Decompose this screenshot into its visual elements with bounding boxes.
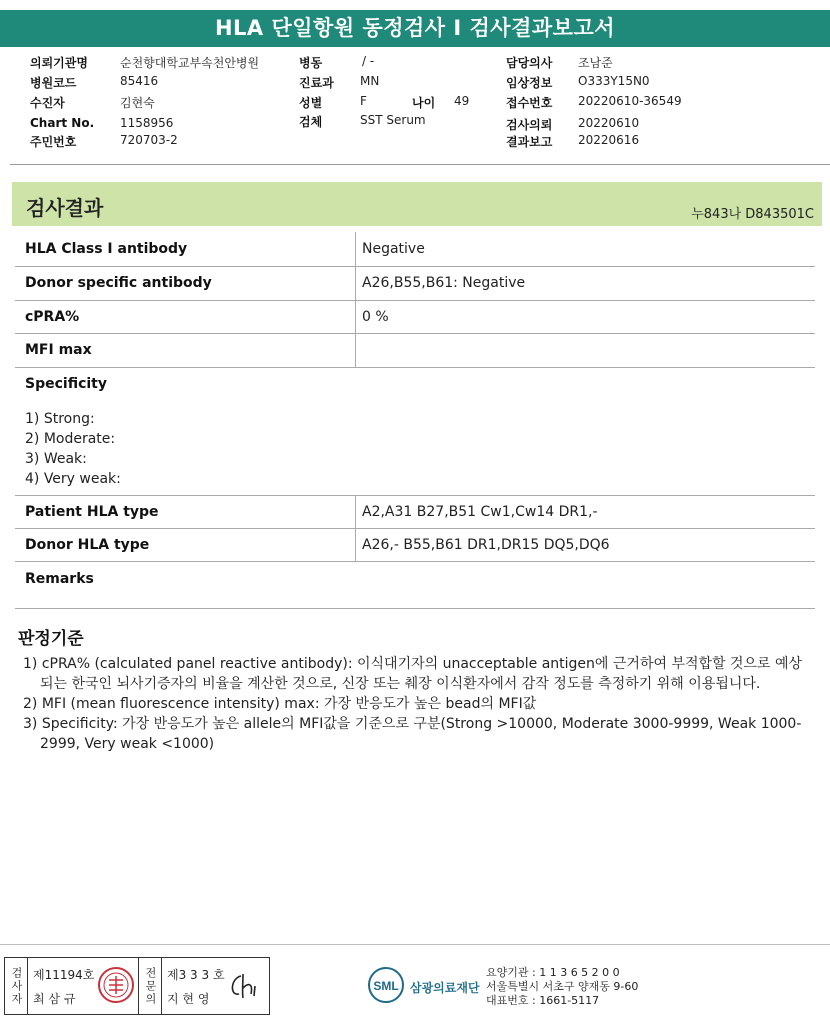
row-key: cPRA% xyxy=(25,309,80,325)
specificity-label: Specificity xyxy=(25,376,107,392)
table-row xyxy=(15,301,815,334)
specificity-row xyxy=(15,368,815,496)
divider xyxy=(10,164,830,165)
specialist-label-text: 전문의 xyxy=(144,966,157,1006)
specialist-name: 지 현 영 xyxy=(167,992,210,1006)
list-item: 1) cPRA% (calculated panel reactive antibody): 이식대기자의 unacceptable antigen에 근거하여 부적합할 것으로 예상되는 한국인 뇌사기증자의 비율을 계산한 것으로, 신장 또는 췌장 이식환자에서 감작 정도를 측정하기 위해 이용됩니다. xyxy=(23,656,803,692)
patient-hla-label: Patient HLA type xyxy=(25,504,159,520)
row-value: 0 % xyxy=(362,309,389,325)
sex-label: 성별 xyxy=(299,96,323,110)
receipt-label: 접수번호 xyxy=(506,96,553,110)
table-row xyxy=(15,334,815,368)
report-date-label: 결과보고 xyxy=(506,135,553,149)
list-item: 3) Weak: xyxy=(25,451,87,467)
row-key: Donor specific antibody xyxy=(25,275,212,291)
report-date-value: 20220616 xyxy=(578,133,640,147)
cell-divider xyxy=(355,496,356,528)
specificity-list xyxy=(25,409,121,489)
phone: 대표번호 : 1661-5117 xyxy=(486,994,600,1007)
institution-label: 의뢰기관명 xyxy=(30,56,88,70)
sml-logo-icon xyxy=(366,965,406,1005)
institution-number: 요양기관 : 1 1 3 6 5 2 0 0 xyxy=(486,966,620,979)
row-value: Negative xyxy=(362,241,425,257)
dept-label: 진료과 xyxy=(299,76,334,90)
specialist-label xyxy=(138,958,162,1014)
cell-divider xyxy=(355,267,356,300)
cell-divider xyxy=(355,529,356,561)
donor-hla-label: Donor HLA type xyxy=(25,537,150,553)
inspector-no: 제11194호 xyxy=(33,968,95,982)
institution-value: 순천향대학교부속천안병원 xyxy=(120,56,260,70)
list-item: 2) Moderate: xyxy=(25,431,116,447)
chart-value: 1158956 xyxy=(120,116,174,130)
org-name: 삼광의료재단 xyxy=(410,981,480,995)
ward-value: / - xyxy=(362,54,375,68)
age-label: 나이 xyxy=(412,96,436,110)
signature-icon xyxy=(227,970,265,1002)
sex-value: F xyxy=(360,94,367,108)
specimen-value: SST Serum xyxy=(360,113,426,127)
remarks-row xyxy=(15,562,815,609)
receipt-value: 20220610-36549 xyxy=(578,94,682,108)
result-code: 누843나 D843501C xyxy=(691,207,814,222)
list-item: 2) MFI (mean fluorescence intensity) max: 가장 반응도가 높은 bead의 MFI값 xyxy=(23,696,537,712)
list-item: 1) Strong: xyxy=(25,411,95,427)
footer-divider xyxy=(0,944,830,945)
clinical-label: 임상정보 xyxy=(506,76,553,90)
table-row xyxy=(15,529,815,562)
patient-label: 수진자 xyxy=(30,96,65,110)
patient-value: 김현숙 xyxy=(120,96,155,110)
table-row xyxy=(15,496,815,529)
address: 서울특별시 서초구 양재동 9-60 xyxy=(486,980,639,993)
result-header xyxy=(12,182,822,226)
seal-icon xyxy=(97,966,135,1004)
inspector-label-text: 검사자 xyxy=(10,966,23,1006)
doctor-value: 조남준 xyxy=(578,56,613,70)
patient-hla-value: A2,A31 B27,B51 Cw1,Cw14 DR1,- xyxy=(362,504,598,520)
doctor-label: 담당의사 xyxy=(506,56,553,70)
criteria-title: 판정기준 xyxy=(18,629,84,649)
row-key: MFI max xyxy=(25,342,92,358)
resident-label: 주민번호 xyxy=(30,135,77,149)
request-label: 검사의뢰 xyxy=(506,118,553,132)
cell-divider xyxy=(355,334,356,367)
hospital-code-value: 85416 xyxy=(120,74,159,88)
request-value: 20220610 xyxy=(578,116,640,130)
signature-box xyxy=(4,957,270,1015)
donor-hla-value: A26,- B55,B61 DR1,DR15 DQ5,DQ6 xyxy=(362,537,610,553)
list-item: 3) Specificity: 가장 반응도가 높은 allele의 MFI값을 기준으로 구분(Strong >10000, Moderate 3000-9999, Weak 1000-2999, Very weak <1000) xyxy=(23,716,802,752)
logo-text: SML xyxy=(373,979,399,993)
table-row xyxy=(15,232,815,267)
cell-divider xyxy=(355,301,356,333)
row-value: A26,B55,B61: Negative xyxy=(362,275,526,291)
row-key: HLA Class Ⅰ antibody xyxy=(25,241,188,257)
contact-info xyxy=(486,966,638,1008)
cell-divider xyxy=(355,232,356,266)
specimen-label: 검체 xyxy=(299,115,323,129)
list-item: 4) Very weak: xyxy=(25,471,121,487)
chart-label: Chart No. xyxy=(30,116,95,130)
ward-label: 병동 xyxy=(299,56,323,70)
clinical-value: O333Y15N0 xyxy=(578,74,650,88)
hospital-code-label: 병원코드 xyxy=(30,76,77,90)
report-title: HLA 단일항원 동정검사 I 검사결과보고서 xyxy=(0,10,830,47)
table-row xyxy=(15,267,815,301)
dept-value: MN xyxy=(360,74,380,88)
criteria-list xyxy=(23,654,813,754)
resident-value: 720703-2 xyxy=(120,133,178,147)
age-value: 49 xyxy=(454,94,470,108)
inspector-label xyxy=(5,958,28,1014)
inspector-name: 최 삼 규 xyxy=(33,992,76,1006)
specialist-no: 제3 3 3 호 xyxy=(167,968,225,982)
result-heading: 검사결과 xyxy=(26,196,104,220)
remarks-label: Remarks xyxy=(25,571,94,587)
